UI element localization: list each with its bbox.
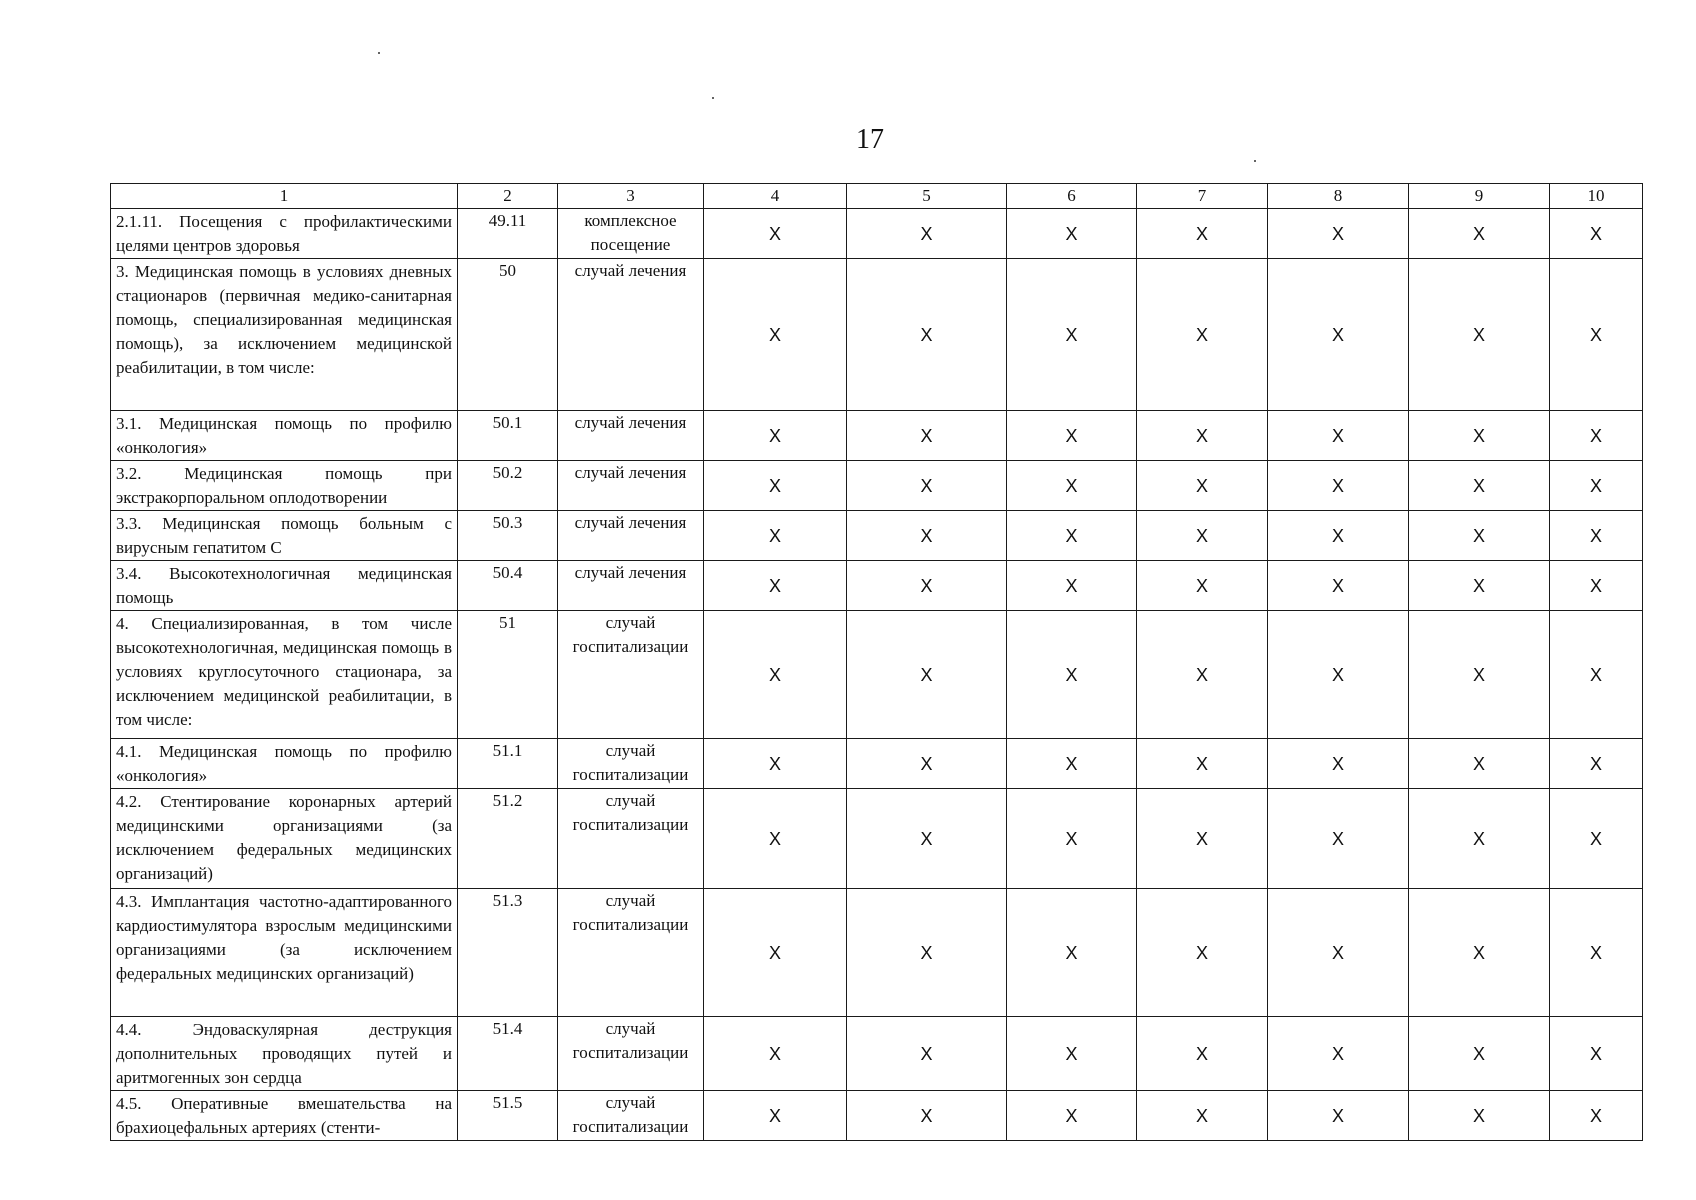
x-mark-cell: X [1137,1091,1268,1141]
x-mark-cell: X [1409,789,1550,889]
row-unit-cell: случай госпитализации [558,789,704,889]
table-row [111,461,1643,511]
x-mark-cell: X [1007,461,1137,511]
row-name-cell: 4. Специализированная, в том числе высокотехнологичная, медицинская помощь в условиях круглосуточного стационара, за исключением медицинской реабилитации, в том числе: [111,611,458,739]
row-unit-cell: комплексное посещение [558,209,704,259]
x-mark-cell: X [1409,611,1550,739]
x-mark-cell: X [1268,511,1409,561]
x-mark-cell: X [1409,461,1550,511]
x-mark-cell: X [704,789,847,889]
x-mark-cell: X [847,1017,1007,1091]
row-name-cell: 3.4. Высокотехнологичная медицинская помощь [111,561,458,611]
x-mark-cell: X [704,411,847,461]
row-code-cell: 51 [458,611,558,739]
row-unit-cell: случай лечения [558,411,704,461]
x-mark-cell: X [1550,209,1643,259]
x-mark-cell: X [1409,1017,1550,1091]
table-row [111,1091,1643,1141]
row-unit-cell: случай лечения [558,561,704,611]
row-name-cell: 4.1. Медицинская помощь по профилю «онкология» [111,739,458,789]
x-mark-cell: X [704,889,847,1017]
column-header: 8 [1268,184,1409,209]
row-name-cell: 4.5. Оперативные вмешательства на брахиоцефальных артериях (стенти- [111,1091,458,1141]
x-mark-cell: X [1550,1017,1643,1091]
x-mark-cell: X [1007,1091,1137,1141]
x-mark-cell: X [1409,561,1550,611]
x-mark-cell: X [1268,1091,1409,1141]
x-mark-cell: X [1268,461,1409,511]
x-mark-cell: X [1409,739,1550,789]
x-mark-cell: X [704,461,847,511]
scan-speck [1254,160,1256,162]
column-header: 5 [847,184,1007,209]
x-mark-cell: X [1007,209,1137,259]
x-mark-cell: X [704,209,847,259]
table-row [111,889,1643,1017]
column-header: 3 [558,184,704,209]
x-mark-cell: X [1137,561,1268,611]
row-name-cell: 4.3. Имплантация частотно-адаптированного кардиостимулятора взрослым медицинскими организациями (за исключением федеральных медицинских организаций) [111,889,458,1017]
x-mark-cell: X [1007,611,1137,739]
x-mark-cell: X [1137,461,1268,511]
x-mark-cell: X [1007,259,1137,411]
table-row [111,411,1643,461]
x-mark-cell: X [847,789,1007,889]
x-mark-cell: X [1409,209,1550,259]
x-mark-cell: X [847,611,1007,739]
row-name-cell: 2.1.11. Посещения с профилактическими целями центров здоровья [111,209,458,259]
x-mark-cell: X [1137,209,1268,259]
row-unit-cell: случай лечения [558,259,704,411]
x-mark-cell: X [847,1091,1007,1141]
column-header: 9 [1409,184,1550,209]
row-name-cell: 4.4. Эндоваскулярная деструкция дополнительных проводящих путей и аритмогенных зон сердца [111,1017,458,1091]
x-mark-cell: X [1550,1091,1643,1141]
x-mark-cell: X [1268,561,1409,611]
page-number: 17 [856,124,884,155]
row-unit-cell: случай госпитализации [558,739,704,789]
row-code-cell: 50 [458,259,558,411]
row-name-cell: 3.1. Медицинская помощь по профилю «онкология» [111,411,458,461]
x-mark-cell: X [847,511,1007,561]
x-mark-cell: X [1409,411,1550,461]
x-mark-cell: X [1550,511,1643,561]
x-mark-cell: X [1550,461,1643,511]
x-mark-cell: X [704,1091,847,1141]
row-code-cell: 51.1 [458,739,558,789]
row-code-cell: 50.4 [458,561,558,611]
column-header: 6 [1007,184,1137,209]
x-mark-cell: X [847,739,1007,789]
x-mark-cell: X [1137,259,1268,411]
x-mark-cell: X [704,561,847,611]
x-mark-cell: X [1409,511,1550,561]
x-mark-cell: X [847,259,1007,411]
row-code-cell: 51.5 [458,1091,558,1141]
table-row [111,561,1643,611]
x-mark-cell: X [1137,1017,1268,1091]
x-mark-cell: X [1550,561,1643,611]
x-mark-cell: X [1268,889,1409,1017]
x-mark-cell: X [1268,739,1409,789]
x-mark-cell: X [1268,259,1409,411]
x-mark-cell: X [1007,889,1137,1017]
x-mark-cell: X [847,561,1007,611]
x-mark-cell: X [1007,511,1137,561]
x-mark-cell: X [1409,259,1550,411]
row-name-cell: 3.2. Медицинская помощь при экстракорпоральном оплодотворении [111,461,458,511]
x-mark-cell: X [704,259,847,411]
row-unit-cell: случай госпитализации [558,1091,704,1141]
row-code-cell: 51.2 [458,789,558,889]
x-mark-cell: X [1137,789,1268,889]
table-row [111,1017,1643,1091]
column-header: 1 [111,184,458,209]
data-table [110,183,1643,1141]
x-mark-cell: X [1550,789,1643,889]
row-code-cell: 50.2 [458,461,558,511]
x-mark-cell: X [1268,611,1409,739]
x-mark-cell: X [1550,411,1643,461]
x-mark-cell: X [704,739,847,789]
table-row [111,739,1643,789]
x-mark-cell: X [1007,789,1137,889]
row-unit-cell: случай лечения [558,511,704,561]
x-mark-cell: X [1137,739,1268,789]
x-mark-cell: X [1268,411,1409,461]
x-mark-cell: X [1550,611,1643,739]
row-unit-cell: случай госпитализации [558,611,704,739]
scan-speck [378,52,380,54]
table-row [111,789,1643,889]
row-name-cell: 3.3. Медицинская помощь больным с вирусным гепатитом C [111,511,458,561]
scan-speck [712,97,714,99]
x-mark-cell: X [704,1017,847,1091]
row-name-cell: 3. Медицинская помощь в условиях дневных стационаров (первичная медико-санитарная помощь, специализированная медицинская помощь), за исключением медицинской реабилитации, в том числе: [111,259,458,411]
x-mark-cell: X [1007,561,1137,611]
table-row [111,511,1643,561]
x-mark-cell: X [1550,889,1643,1017]
x-mark-cell: X [704,611,847,739]
row-code-cell: 51.3 [458,889,558,1017]
row-name-cell: 4.2. Стентирование коронарных артерий медицинскими организациями (за исключением федеральных медицинских организаций) [111,789,458,889]
x-mark-cell: X [1409,889,1550,1017]
x-mark-cell: X [1137,611,1268,739]
x-mark-cell: X [1268,789,1409,889]
x-mark-cell: X [1268,209,1409,259]
x-mark-cell: X [1137,411,1268,461]
row-unit-cell: случай госпитализации [558,889,704,1017]
x-mark-cell: X [1409,1091,1550,1141]
table-row [111,611,1643,739]
table-row [111,259,1643,411]
x-mark-cell: X [847,209,1007,259]
x-mark-cell: X [847,461,1007,511]
column-header: 4 [704,184,847,209]
row-unit-cell: случай госпитализации [558,1017,704,1091]
table-row [111,209,1643,259]
column-header: 7 [1137,184,1268,209]
column-header: 10 [1550,184,1643,209]
x-mark-cell: X [1007,739,1137,789]
x-mark-cell: X [1550,739,1643,789]
row-code-cell: 50.3 [458,511,558,561]
column-header: 2 [458,184,558,209]
row-unit-cell: случай лечения [558,461,704,511]
x-mark-cell: X [1550,259,1643,411]
row-code-cell: 49.11 [458,209,558,259]
x-mark-cell: X [1007,411,1137,461]
x-mark-cell: X [704,511,847,561]
row-code-cell: 51.4 [458,1017,558,1091]
row-code-cell: 50.1 [458,411,558,461]
x-mark-cell: X [1137,511,1268,561]
x-mark-cell: X [847,889,1007,1017]
x-mark-cell: X [847,411,1007,461]
header-row [111,184,1643,209]
x-mark-cell: X [1137,889,1268,1017]
x-mark-cell: X [1268,1017,1409,1091]
x-mark-cell: X [1007,1017,1137,1091]
